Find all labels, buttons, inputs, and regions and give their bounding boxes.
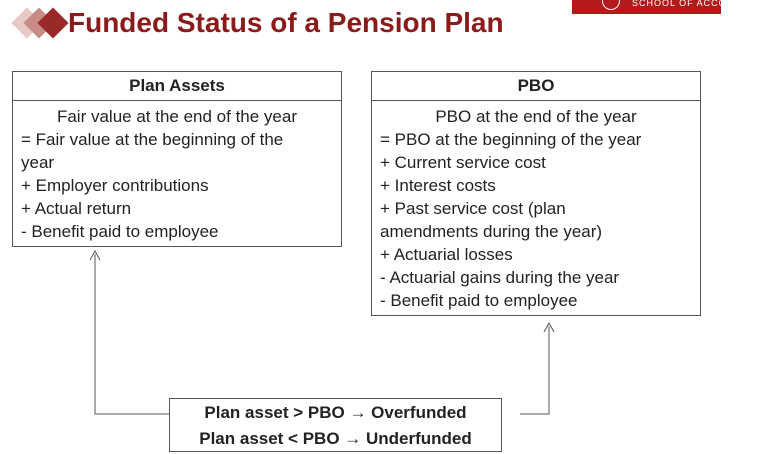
pbo-line: PBO at the end of the year [435,107,637,126]
underfunded-rule: Plan asset < PBO → Underfunded [199,429,472,448]
assets-line: year [21,153,55,172]
pbo-line: amendments during the year) [380,222,603,241]
left-connector-line [95,254,169,414]
pbo-line: = PBO at the beginning of the year [380,130,642,149]
assets-line: + Actual return [21,199,132,218]
assets-line: = Fair value at the beginning of the [21,130,284,149]
assets-line: Fair value at the end of the year [56,107,298,126]
pbo-line: + Past service cost (plan [380,199,566,218]
funded-status-box [169,398,502,452]
right-connector-line [520,326,549,414]
assets-line: - Benefit paid to employee [21,222,219,241]
pbo-line: + Current service cost [380,153,546,172]
pbo-line: + Interest costs [380,176,496,195]
pbo-line: + Actuarial losses [380,245,513,264]
assets-line: + Employer contributions [21,176,209,195]
logo-text: SCHOOL OF ACCOUNTANCY [632,0,777,8]
plan-assets-heading: Plan Assets [13,72,341,101]
slide-title: Funded Status of a Pension Plan [68,7,504,38]
pbo-box [371,71,701,316]
pbo-line: - Benefit paid to employee [380,291,578,310]
plan-assets-box [12,71,342,247]
pbo-line: - Actuarial gains during the year [380,268,620,287]
overfunded-rule: Plan asset > PBO → Overfunded [204,403,467,422]
pbo-heading: PBO [372,72,700,101]
